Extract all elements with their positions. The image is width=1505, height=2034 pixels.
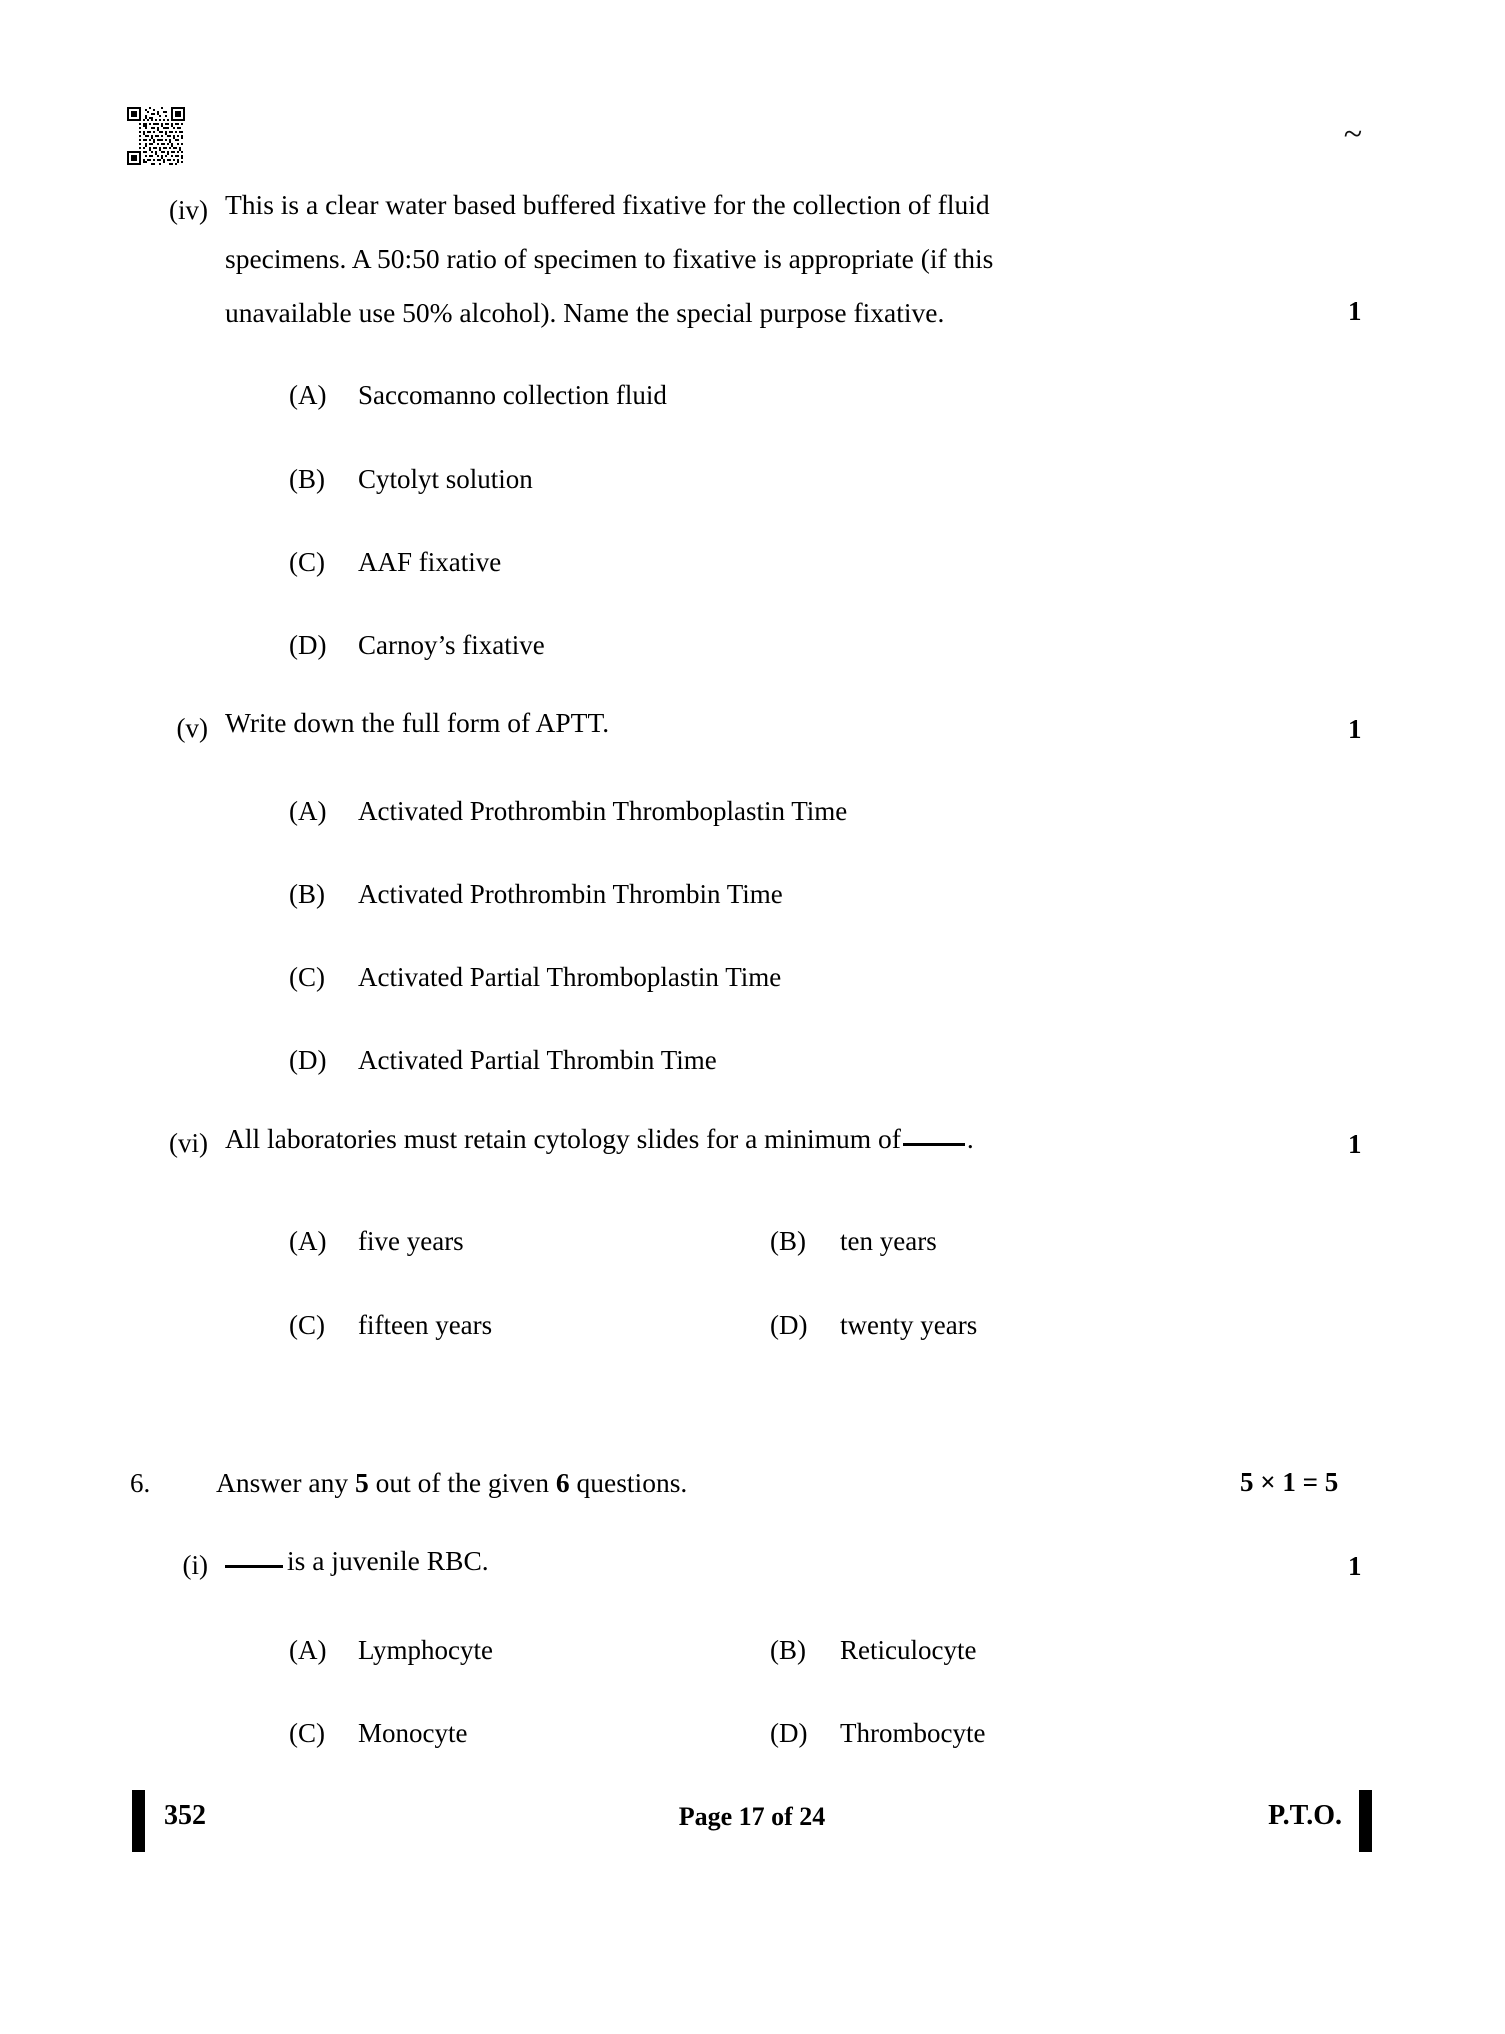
answer-blank-vi[interactable] <box>903 1143 965 1146</box>
option-label-v-a[interactable]: (A) <box>289 796 327 826</box>
option-text-vi-c[interactable]: fifteen years <box>358 1310 493 1340</box>
option-text-6i-b[interactable]: Reticulocyte <box>840 1635 977 1665</box>
question-text-iv-line3: unavailable use 50% alcohol). Name the special purpose fixative. <box>225 297 945 328</box>
footer-pto-label: P.T.O. <box>1268 1800 1342 1831</box>
option-label-v-d[interactable]: (D) <box>289 1045 327 1075</box>
option-label-6i-b[interactable]: (B) <box>770 1635 806 1665</box>
question-number-vi: (vi) <box>169 1128 208 1158</box>
section-number-6: 6. <box>130 1468 151 1498</box>
option-text-iv-a[interactable]: Saccomanno collection fluid <box>358 380 667 410</box>
option-label-vi-a[interactable]: (A) <box>289 1226 327 1256</box>
question-text-vi <box>225 1112 1325 1166</box>
question-marks-v: 1 <box>1348 714 1362 744</box>
section-marks-6: 5 × 1 = 5 <box>1240 1467 1339 1497</box>
question-number-iv: (iv) <box>169 195 208 225</box>
option-label-vi-b[interactable]: (B) <box>770 1226 806 1256</box>
option-text-iv-c[interactable]: AAF fixative <box>358 547 502 577</box>
option-text-v-b[interactable]: Activated Prothrombin Thrombin Time <box>358 879 783 909</box>
section-text-part3: questions. <box>569 1467 688 1498</box>
question-marks-6i: 1 <box>1348 1551 1362 1581</box>
option-label-vi-d[interactable]: (D) <box>770 1310 808 1340</box>
option-label-iv-b[interactable]: (B) <box>289 464 325 494</box>
option-label-6i-d[interactable]: (D) <box>770 1718 808 1748</box>
option-text-6i-d[interactable]: Thrombocyte <box>840 1718 986 1748</box>
section-bold-total: 6 <box>555 1467 570 1498</box>
question-text-6i-after: is a juvenile RBC. <box>287 1545 489 1576</box>
option-text-v-d[interactable]: Activated Partial Thrombin Time <box>358 1045 717 1075</box>
option-text-v-c[interactable]: Activated Partial Thromboplastin Time <box>358 962 782 992</box>
section-text-part2: out of the given <box>368 1467 556 1498</box>
question-marks-iv: 1 <box>1348 296 1362 326</box>
option-label-iv-c[interactable]: (C) <box>289 547 325 577</box>
option-label-iv-d[interactable]: (D) <box>289 630 327 660</box>
footer-page-number: Page 17 of 24 <box>678 1802 826 1831</box>
footer-paper-code: 352 <box>164 1800 206 1831</box>
question-text-vi-after: . <box>966 1123 974 1154</box>
option-text-vi-b[interactable]: ten years <box>840 1226 937 1256</box>
question-text-iv-line2: specimens. A 50:50 ratio of specimen to fixative is appropriate (if this <box>225 243 994 274</box>
option-text-iv-d[interactable]: Carnoy’s fixative <box>358 630 545 660</box>
answer-blank-6i[interactable] <box>225 1565 283 1568</box>
question-number-v: (v) <box>176 713 208 743</box>
question-number-6i: (i) <box>182 1550 208 1580</box>
section-instruction-6 <box>216 1469 687 1497</box>
option-label-v-c[interactable]: (C) <box>289 962 325 992</box>
option-text-vi-a[interactable]: five years <box>358 1226 464 1256</box>
footer-right-bar <box>1359 1790 1372 1852</box>
section-bold-count: 5 <box>355 1467 369 1498</box>
section-text-part1: Answer any <box>216 1467 355 1498</box>
option-label-v-b[interactable]: (B) <box>289 879 325 909</box>
option-label-iv-a[interactable]: (A) <box>289 380 327 410</box>
option-text-iv-b[interactable]: Cytolyt solution <box>358 464 533 494</box>
option-text-vi-d[interactable]: twenty years <box>840 1310 978 1340</box>
qr-code-icon <box>127 107 185 165</box>
question-text-v: Write down the full form of APTT. <box>225 707 610 738</box>
option-text-6i-c[interactable]: Monocyte <box>358 1718 468 1748</box>
option-text-6i-a[interactable]: Lymphocyte <box>358 1635 493 1665</box>
option-label-6i-a[interactable]: (A) <box>289 1635 327 1665</box>
question-marks-vi: 1 <box>1348 1129 1362 1159</box>
corner-tilde-mark: ~ <box>1343 116 1363 153</box>
question-text-iv-line1: This is a clear water based buffered fixative for the collection of fluid <box>225 189 990 220</box>
option-text-v-a[interactable]: Activated Prothrombin Thromboplastin Time <box>358 796 848 826</box>
question-text-6i <box>225 1534 1285 1588</box>
option-label-vi-c[interactable]: (C) <box>289 1310 325 1340</box>
question-text-vi-before: All laboratories must retain cytology slides for a minimum of <box>225 1123 901 1154</box>
page-footer <box>132 1790 1372 1852</box>
option-label-6i-c[interactable]: (C) <box>289 1718 325 1748</box>
